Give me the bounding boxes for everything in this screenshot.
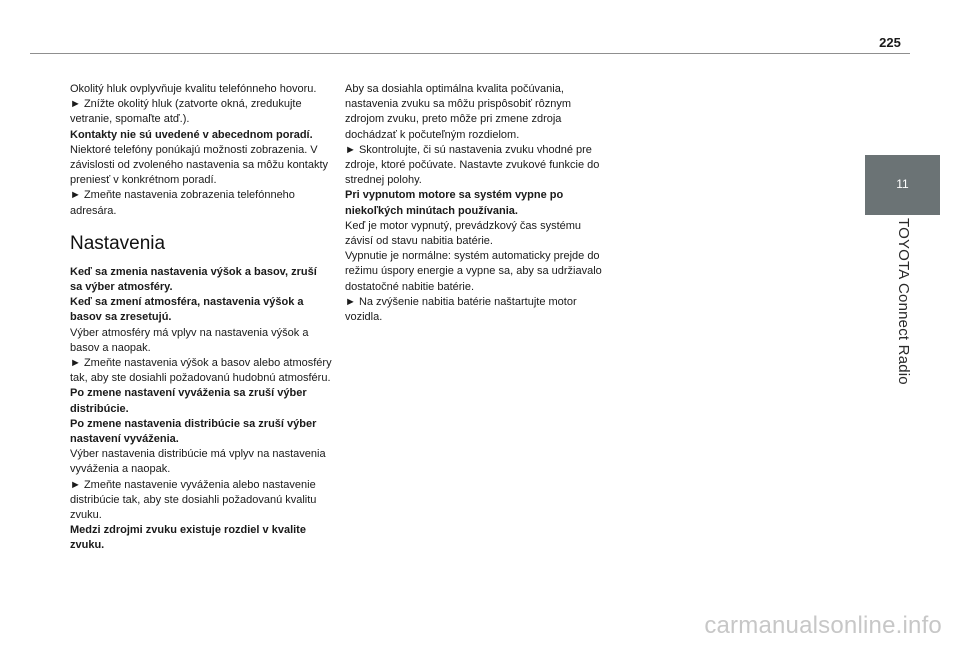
problem-heading: Po zmene nastavenia distribúcie sa zruší výber nastavení vyváženia. <box>70 417 317 446</box>
paragraph: Aby sa dosiahla optimálna kvalita počúvania, nastavenia zvuku sa môžu prispôsobiť rôznym zdrojom zvuku, preto môže pri zmene zdroja dochádzať k počuteľným rozdielom. <box>345 83 572 141</box>
chapter-number: 11 <box>896 177 909 191</box>
problem-heading: Keď sa zmenia nastavenia výšok a basov, zruší sa výber atmosféry. <box>70 265 317 294</box>
page-number: 225 <box>879 35 901 50</box>
instruction: ► Zmeňte nastavenia výšok a basov alebo atmosféry tak, aby ste dosiahli požadovanú hudobnú atmosféru. <box>70 357 332 385</box>
instruction: ► Na zvýšenie nabitia batérie naštartujte motor vozidla. <box>345 295 577 324</box>
left-column <box>70 82 332 554</box>
chapter-title: TOYOTA Connect Radio <box>895 218 912 385</box>
paragraph: Okolitý hluk ovplyvňuje kvalitu telefónneho hovoru. <box>70 83 317 95</box>
instruction: ► Skontrolujte, či sú nastavenia zvuku vhodné pre zdroje, ktoré počúvate. Nastavte zvukové funkcie do strednej polohy. <box>345 143 600 187</box>
header-divider <box>30 53 910 54</box>
problem-heading: Kontakty nie sú uvedené v abecednom poradí. <box>70 128 313 141</box>
section-heading: Nastavenia <box>70 232 166 254</box>
paragraph: Výber atmosféry má vplyv na nastavenia výšok a basov a naopak. <box>70 326 309 354</box>
right-column <box>345 82 607 325</box>
problem-heading: Medzi zdrojmi zvuku existuje rozdiel v kvalite zvuku. <box>70 524 306 552</box>
watermark: carmanualsonline.info <box>704 612 942 639</box>
instruction: ► Znížte okolitý hluk (zatvorte okná, zredukujte vetranie, spomaľte atď.). <box>70 98 302 126</box>
problem-heading: Pri vypnutom motore sa systém vypne po niekoľkých minútach používania. <box>345 189 564 217</box>
chapter-tab <box>865 155 940 215</box>
paragraph: Výber nastavenia distribúcie má vplyv na nastavenia vyváženia a naopak. <box>70 448 326 476</box>
problem-heading: Po zmene nastavení vyváženia sa zruší výber distribúcie. <box>70 387 307 415</box>
paragraph: Vypnutie je normálne: systém automaticky prejde do režimu úspory energie a vypne sa, aby sa udržiavalo dostatočné nabitie batérie. <box>345 250 602 293</box>
instruction: ► Zmeňte nastavenia zobrazenia telefónneho adresára. <box>70 189 295 217</box>
paragraph: Keď je motor vypnutý, prevádzkový čas systému závisí od stavu nabitia batérie. <box>345 219 582 248</box>
instruction: ► Zmeňte nastavenie vyváženia alebo nastavenie distribúcie tak, aby ste dosiahli požadovanú kvalitu zvuku. <box>70 478 317 522</box>
paragraph: Niektoré telefóny ponúkajú možnosti zobrazenia. V závislosti od zvoleného nastavenia sa môžu kontakty preniesť v konkrétnom poradí. <box>70 143 329 187</box>
problem-heading: Keď sa zmení atmosféra, nastavenia výšok a basov sa zresetujú. <box>70 296 304 324</box>
